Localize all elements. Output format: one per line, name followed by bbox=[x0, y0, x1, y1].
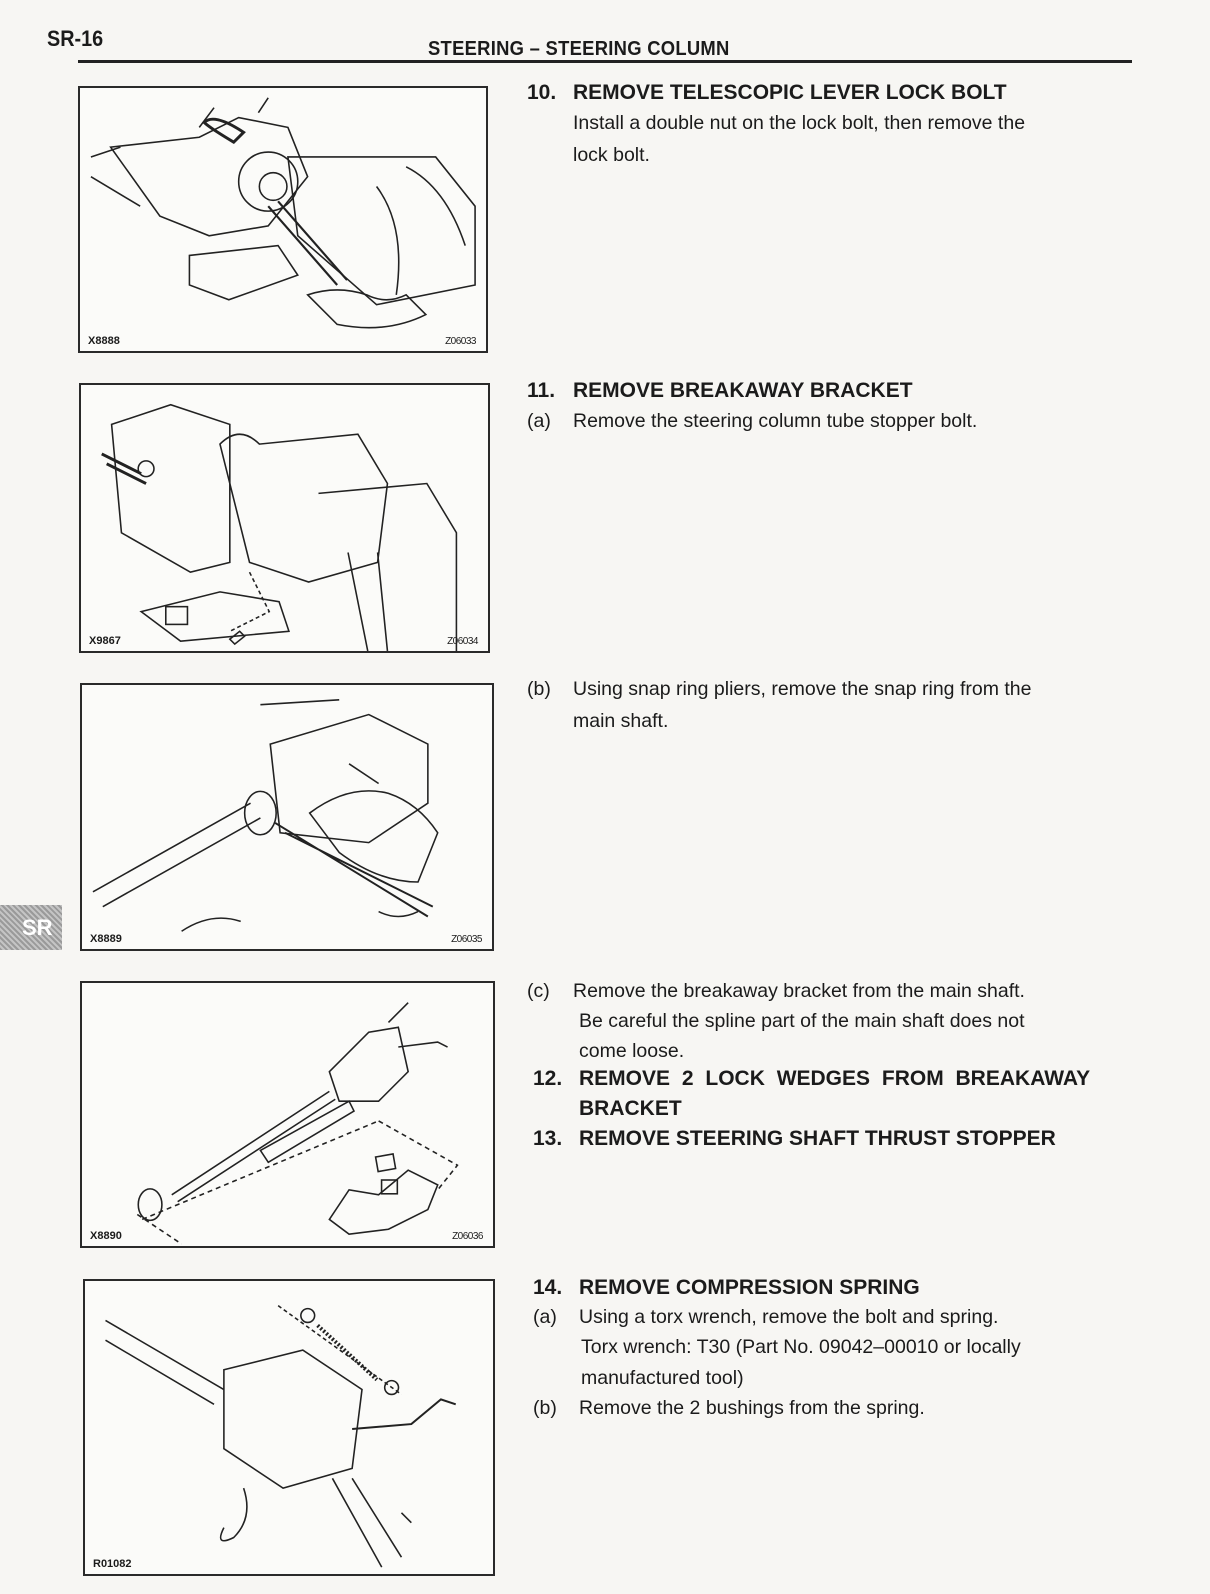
step-10-heading: 10. REMOVE TELESCOPIC LEVER LOCK BOLT bbox=[527, 81, 1007, 104]
step-11c-line-1: (c) Remove the breakaway bracket from the main shaft. bbox=[527, 980, 1025, 1002]
figure-ref: Z06036 bbox=[452, 1231, 483, 1242]
step-10-line-1: Install a double nut on the lock bolt, then remove the bbox=[573, 112, 1026, 134]
figure-code: X8890 bbox=[90, 1230, 122, 1242]
figure-stopper-bolt bbox=[79, 383, 490, 653]
section-tab bbox=[0, 905, 62, 950]
step-11b-line-1: (b) Using snap ring pliers, remove the snap ring from the bbox=[527, 678, 1032, 700]
figure-code: X8889 bbox=[90, 933, 122, 945]
illustration-snap-ring-pliers bbox=[82, 685, 492, 949]
figure-lock-bolt bbox=[78, 86, 488, 353]
step-14a-line-1: (a) Using a torx wrench, remove the bolt and spring. bbox=[533, 1306, 999, 1328]
step-11b-line-2: main shaft. bbox=[573, 710, 669, 732]
figure-code: X9867 bbox=[89, 635, 121, 647]
illustration-compression-spring-removal bbox=[85, 1281, 493, 1574]
figure-code: R01082 bbox=[93, 1558, 132, 1570]
step-14a-line-2: Torx wrench: T30 (Part No. 09042–00010 or locally bbox=[581, 1336, 1021, 1358]
step-14a-line-3: manufactured tool) bbox=[581, 1367, 744, 1389]
step-13-heading: 13. REMOVE STEERING SHAFT THRUST STOPPER bbox=[533, 1127, 1056, 1150]
header-rule bbox=[78, 60, 1132, 63]
step-12-heading: 12. REMOVE 2 LOCK WEDGES FROM BREAKAWAY bbox=[533, 1067, 1091, 1090]
illustration-exploded-steering-column bbox=[82, 983, 493, 1246]
page-number: SR-16 bbox=[47, 26, 104, 51]
illustration-breakaway-bracket-bolt bbox=[81, 385, 488, 651]
figure-snap-ring bbox=[80, 683, 494, 951]
figure-ref: Z06033 bbox=[445, 336, 476, 347]
step-11a: (a) Remove the steering column tube stopper bolt. bbox=[527, 410, 978, 432]
step-11c-line-2: Be careful the spline part of the main shaft does not bbox=[579, 1010, 1025, 1032]
section-tab-label: SR bbox=[22, 915, 53, 940]
step-11c-line-3: come loose. bbox=[579, 1040, 685, 1062]
figure-compression-spring bbox=[83, 1279, 495, 1576]
step-14b: (b) Remove the 2 bushings from the spring. bbox=[533, 1397, 925, 1419]
figure-ref: Z06035 bbox=[451, 934, 482, 945]
section-title: STEERING – STEERING COLUMN bbox=[428, 38, 730, 60]
step-14-heading: 14. REMOVE COMPRESSION SPRING bbox=[533, 1276, 920, 1299]
step-11-heading: 11. REMOVE BREAKAWAY BRACKET bbox=[527, 379, 913, 402]
figure-code: X8888 bbox=[88, 335, 120, 347]
illustration-steering-column-wrench bbox=[80, 88, 486, 351]
step-12-heading-line-2: BRACKET bbox=[579, 1097, 682, 1120]
figure-exploded-column bbox=[80, 981, 495, 1248]
step-10-line-2: lock bolt. bbox=[573, 144, 650, 166]
figure-ref: Z06034 bbox=[447, 636, 478, 647]
